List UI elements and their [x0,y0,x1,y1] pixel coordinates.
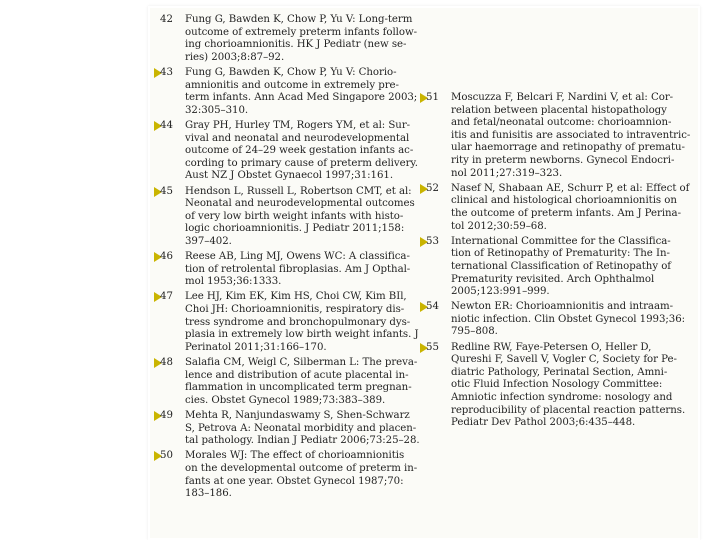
reference-text-line: ries) 2003;8:87–92. [185,51,285,63]
reference-item [160,186,425,249]
right-reference-column [426,92,698,432]
reference-text-line: Nasef N, Shabaan AE, Schurr P, et al: Effect of [451,182,690,194]
reference-number: 48 [160,357,173,368]
reference-number: 53 [426,235,439,247]
reference-text-line: logic chorioamnionitis. J Pediatr 2011;158: [185,223,405,235]
reference-text-line: tion of Retinopathy of Prematurity: The In- [451,248,670,260]
reference-text-line: ternational Classification of Retinopathy of [451,260,672,272]
reference-text-line: mol 1953;36:1333. [185,276,282,288]
reference-text-line: niotic infection. Clin Obstet Gynecol 1993;36: [451,313,686,325]
reference-text-line: vival and neonatal and neurodevelopmental [185,132,410,144]
reference-item [160,291,425,354]
reference-text-line: reproducibility of placental reaction patterns. [451,404,686,416]
reference-number: 42 [160,14,173,25]
reference-item [426,183,698,233]
reference-text-line: Amniotic infection syndrome: nosology and [451,392,673,404]
reference-text-line: itis and funisitis are associated to intraventric- [451,129,691,141]
reference-text-line: Redline RW, Faye-Petersen O, Heller D, [451,341,652,353]
reference-item [160,450,425,500]
reference-text-line: outcome of extremely preterm infants follow- [185,26,418,38]
reference-item [160,251,425,289]
reference-text-line: Perinatol 2011;31:166–170. [185,341,327,353]
reference-number: 50 [160,450,173,462]
reference-text-line: plasia in extremely low birth weight infants. J [185,329,419,341]
reference-text-line: diatric Pathology, Perinatal Section, Amni- [451,366,668,378]
reference-text-line: and fetal/neonatal outcome: chorioamnion- [451,117,672,129]
reference-text-line: Neonatal and neurodevelopmental outcomes [185,198,415,210]
reference-item [160,357,425,407]
reference-number: 44 [160,119,173,131]
reference-text-line: 32:305–310. [185,104,249,116]
reference-text-line: Fung G, Bawden K, Chow P, Yu V: Long-term [185,14,413,25]
reference-number: 55 [426,341,439,353]
reference-text-line: Lee HJ, Kim EK, Kim HS, Choi CW, Kim BIl, [185,291,407,303]
reference-text-line: Aust NZ J Obstet Gynaecol 1997;31:161. [185,170,394,182]
reference-text-line: otic Fluid Infection Nosology Committee: [451,379,663,391]
reference-number: 49 [160,409,173,421]
reference-text-line: Gray PH, Hurley TM, Rogers YM, et al: Sur- [185,119,411,131]
reference-text-line: Salafia CM, Weigl C, Silberman L: The preva- [185,357,418,368]
reference-item [160,14,425,64]
reference-text-line: clinical and histological chorioamnionitis on [451,195,677,207]
reference-text-line: 2005;123:991–999. [451,286,550,298]
reference-text-line: ing chorioamnionitis. HK J Pediatr (new se- [185,39,407,51]
reference-text-line: tion of retrolental fibroplasias. Am J Opthal- [185,263,411,275]
reference-text-line: outcome of 24–29 week gestation infants ac- [185,145,414,157]
reference-text-line: Morales WJ: The effect of chorioamnionitis [185,450,405,462]
reference-item [426,92,698,180]
reference-number: 54 [426,301,439,313]
reference-text-line: S, Petrova A: Neonatal morbidity and placen- [185,422,417,434]
reference-text-line: ular haemorrage and retinopathy of prematu- [451,142,685,154]
reference-item [426,301,698,339]
reference-text-line: tol 2012;30:59–68. [451,220,547,232]
reference-item [160,67,425,117]
reference-text-line: tress syndrome and bronchopulmonary dys- [185,316,411,328]
reference-number: 43 [160,66,173,78]
reference-text-line: tal pathology. Indian J Pediatr 2006;73:25–28. [185,435,420,447]
reference-text-line: Pediatr Dev Pathol 2003;6:435–448. [451,417,636,429]
reference-text-line: fants at one year. Obstet Gynecol 1987;70: [185,475,404,487]
reference-text-line: Prematurity revisited. Arch Ophthalmol [451,273,655,285]
reference-text-line: Mehta R, Nanjundaswamy S, Shen-Schwarz [185,409,410,421]
reference-number: 51 [426,92,439,103]
reference-text-line: 795–808. [451,326,498,338]
reference-text-line: amnionitis and outcome in extremely pre- [185,79,399,91]
reference-item [426,342,698,430]
reference-text-line: Reese AB, Ling MJ, Owens WC: A classifica- [185,251,410,263]
reference-text-line: International Committee for the Classifica- [451,235,671,247]
reference-number: 46 [160,251,173,263]
reference-item [426,236,698,299]
reference-text-line: Moscuzza F, Belcari F, Nardini V, et al: Cor- [451,92,674,103]
reference-text-line: flammation in uncomplicated term pregnan- [185,382,412,394]
reference-text-line: Hendson L, Russell L, Robertson CMT, et al: [185,185,412,197]
reference-text-line: lence and distribution of acute placental in- [185,369,409,381]
left-reference-column [160,14,425,503]
reference-text-line: relation between placental histopathology [451,104,667,116]
reference-text-line: Qureshi F, Savell V, Vogler C, Society for Pe- [451,354,677,366]
reference-number: 52 [426,182,439,194]
reference-text-line: Choi JH: Chorioamnionitis, respiratory dis- [185,304,405,316]
reference-text-line: rity in preterm newborns. Gynecol Endocri- [451,154,675,166]
reference-text-line: term infants. Ann Acad Med Singapore 2003; [185,92,418,104]
reference-text-line: cording to primary cause of preterm delivery. [185,157,418,169]
reference-item [160,410,425,448]
reference-text-line: 183–186. [185,488,232,500]
reference-text-line: cies. Obstet Gynecol 1989;73:383–389. [185,394,386,406]
reference-number: 45 [160,185,173,197]
reference-item [160,120,425,183]
reference-text-line: on the developmental outcome of preterm in- [185,462,418,474]
reference-text-line: of very low birth weight infants with histo- [185,210,404,222]
reference-text-line: nol 2011;27:319–323. [451,167,563,179]
reference-text-line: Fung G, Bawden K, Chow P, Yu V: Chorio- [185,66,397,78]
reference-number: 47 [160,291,173,303]
reference-text-line: 397–402. [185,235,232,247]
reference-page [150,8,698,538]
reference-text-line: Newton ER: Chorioamnionitis and intraam- [451,301,673,313]
reference-text-line: the outcome of preterm infants. Am J Perina- [451,207,681,219]
